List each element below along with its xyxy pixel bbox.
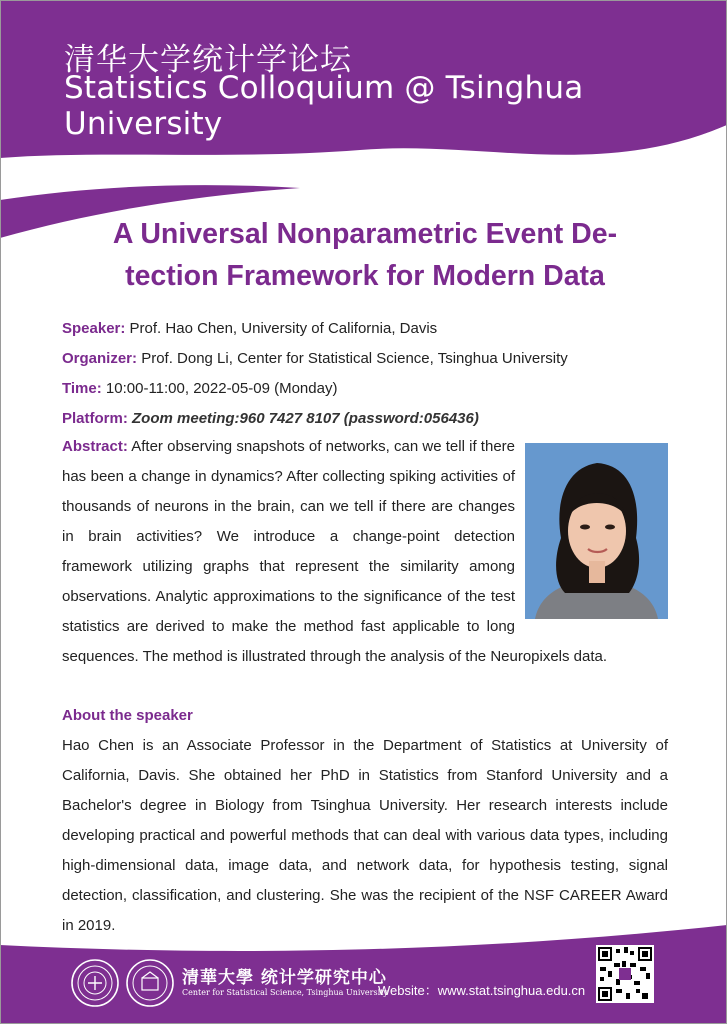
talk-title-line2: tection Framework for Modern Data — [125, 260, 605, 292]
talk-meta — [62, 314, 682, 434]
talk-title — [60, 213, 670, 297]
speaker-value: Prof. Hao Chen, University of California, Davis — [129, 320, 438, 337]
organizer-label: Organizer: — [62, 350, 138, 367]
abstract-section — [62, 432, 668, 672]
about-speaker-text: Hao Chen is an Associate Professor in the Department of Statistics at University of California, Davis. She obtained her PhD in Statistics from Stanford University and a Bachelor's degree in Biology from Tsinghua University. Her research interests include developing practical and powerful methods that can deal with various data types, including high-dimensional data, image data, and network data, for hypothesis testing, signal detection, classification, and clustering. She was the recipient of the NSF CAREER Award in 2019. — [62, 737, 668, 934]
center-name-cn: 清華大學 统计学研究中心 — [182, 968, 387, 988]
time-label: Time: — [62, 380, 102, 397]
tsinghua-seal-icon — [70, 958, 120, 1008]
speaker-label: Speaker: — [62, 320, 126, 337]
center-emblem-icon — [125, 958, 175, 1008]
platform-value: Zoom meeting:960 7427 8107 (password:056436) — [132, 410, 479, 427]
organizer-value: Prof. Dong Li, Center for Statistical Science, Tsinghua University — [141, 350, 568, 367]
website-text: Website：www.stat.tsinghua.edu.cn — [378, 983, 586, 998]
time-row — [62, 374, 682, 404]
center-name-en: Center for Statistical Science, Tsinghua University — [182, 988, 388, 997]
about-speaker-heading: About the speaker — [62, 707, 193, 724]
talk-title-line1: A Universal Nonparametric Event De- — [112, 218, 618, 250]
organizer-row — [62, 344, 682, 374]
speaker-photo — [525, 443, 668, 619]
time-value: 10:00-11:00, 2022-05-09 (Monday) — [105, 380, 338, 397]
speaker-row — [62, 314, 682, 344]
platform-row — [62, 404, 682, 434]
platform-label: Platform: — [62, 410, 128, 427]
colloquium-title-en: Statistics Colloquium @ Tsinghua University — [64, 70, 584, 142]
colloquium-title-cn: 清华大学统计学论坛 — [64, 42, 352, 78]
abstract-label: Abstract: — [62, 438, 128, 455]
abstract-text: After observing snapshots of networks, can we tell if there has been a change in dynamics? After collecting spiking activities of thousands of neurons in the brain, can we tell if there are changes in brain activities? We introduce a change-point detection framework utilizing graphs that represent the similarity among observations. Analytic approximations to the significance of the test statistics are derived to make the method fast applicable to long sequences. The method is illustrated through the analysis of the Neuropixels data. — [62, 438, 608, 665]
qr-code-icon — [596, 945, 654, 1003]
